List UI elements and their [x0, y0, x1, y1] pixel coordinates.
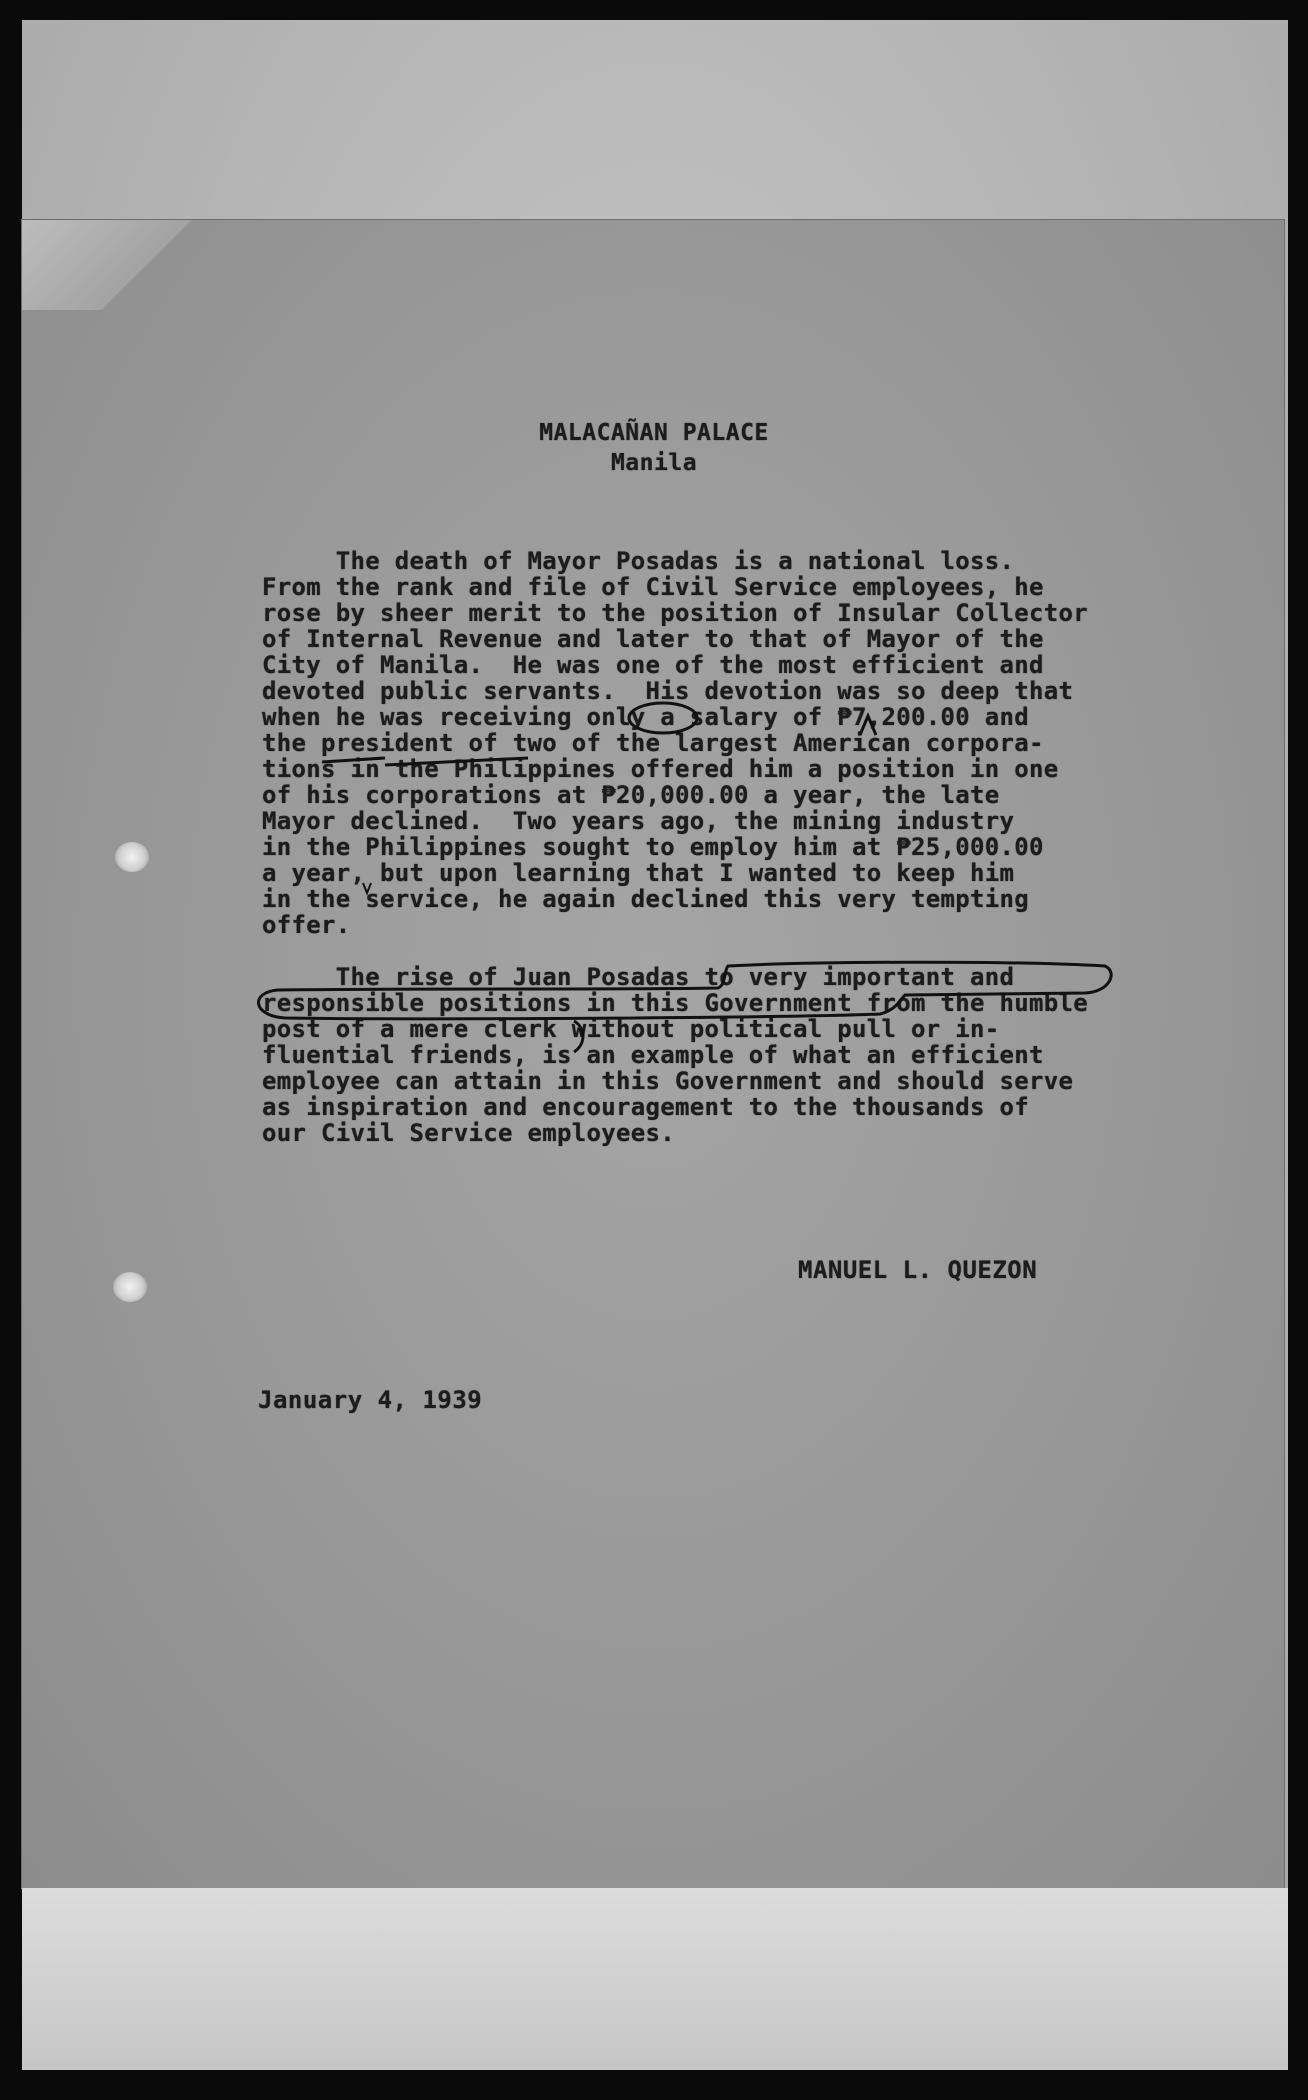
- text-line: Mayor declined. Two years ago, the mining industry: [262, 807, 1015, 835]
- text-line: the president of two of the largest American corpora-: [262, 729, 1044, 757]
- punch-hole-upper: [115, 842, 149, 872]
- backing-bottom-strip: [22, 1888, 1288, 2070]
- text-line: a year, but upon learning that I wanted to keep him: [262, 859, 1015, 887]
- text-line: employee can attain in this Government and should serve: [262, 1067, 1074, 1095]
- letterhead-title: MALACAÑAN PALACE: [539, 420, 769, 446]
- text-line: rose by sheer merit to the position of Insular Collector: [262, 599, 1088, 627]
- signature-block: MANUEL L. QUEZON: [798, 1256, 1038, 1284]
- text-line: post of a mere clerk without political pull or in-: [262, 1015, 1000, 1043]
- text-line: when he was receiving only a salary of ₱7,200.00 and: [262, 703, 1029, 731]
- letterhead: [0, 418, 1308, 478]
- text-line: offer.: [262, 911, 351, 939]
- paragraph-2: [262, 964, 1162, 1146]
- letterhead-city: Manila: [610, 450, 698, 476]
- text-line: of his corporations at ₱20,000.00 a year, the late: [262, 781, 1000, 809]
- punch-hole-lower: [113, 1272, 147, 1302]
- text-line: fluential friends, is an example of what an efficient: [262, 1041, 1044, 1069]
- text-line: City of Manila. He was one of the most efficient and: [262, 651, 1044, 679]
- text-line: as inspiration and encouragement to the thousands of: [262, 1093, 1029, 1121]
- text-line: of Internal Revenue and later to that of Mayor of the: [262, 625, 1044, 653]
- folded-corner: [22, 220, 212, 310]
- text-line: The rise of Juan Posadas to very important and: [262, 963, 1015, 991]
- paragraph-1: [262, 548, 1162, 938]
- text-line: in the service, he again declined this very tempting: [262, 885, 1029, 913]
- document-date: January 4, 1939: [258, 1386, 483, 1414]
- text-line: devoted public servants. His devotion was so deep that: [262, 677, 1074, 705]
- text-line: tions in the Philippines offered him a position in one: [262, 755, 1059, 783]
- text-line: The death of Mayor Posadas is a national loss.: [262, 547, 1015, 575]
- text-line: responsible positions in this Government from the humble: [262, 989, 1088, 1017]
- text-line: our Civil Service employees.: [262, 1119, 675, 1147]
- text-line: in the Philippines sought to employ him at ₱25,000.00: [262, 833, 1044, 861]
- text-line: From the rank and file of Civil Service employees, he: [262, 573, 1044, 601]
